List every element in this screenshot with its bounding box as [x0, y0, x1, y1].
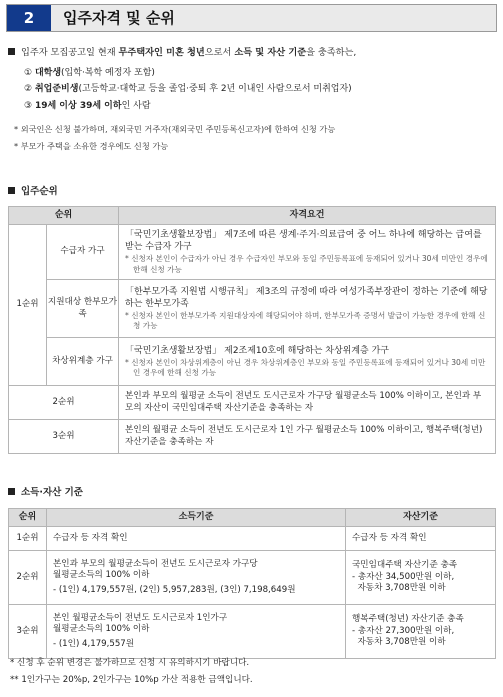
- rank-3-cell: 3순위: [9, 420, 119, 454]
- square-bullet-icon: [8, 48, 15, 55]
- condition-number: ②: [24, 84, 33, 94]
- sub-category: 수급자 가구: [47, 225, 119, 280]
- criteria-main: 「국민기초생활보장법」 제2조제10호에 해당하는 차상위계층 가구: [125, 345, 389, 356]
- income-cell: [47, 605, 346, 659]
- income-cell: [47, 527, 346, 551]
- rank-cell: 1순위: [9, 527, 47, 551]
- section2-heading: [8, 487, 83, 500]
- sub-category: 지원대상 한부모가족: [47, 280, 119, 338]
- income-line: 수급자 등 자격 확인: [53, 532, 128, 543]
- criteria-main: 「국민기초생활보장법」 제7조에 따른 생계·주거·의료급여 중 어느 하나에 해당하는 급여를 받는 수급자 가구: [125, 230, 482, 253]
- condition-rest: (입학·복학 예정자 포함): [61, 68, 155, 78]
- square-bullet-icon: [8, 488, 15, 495]
- income-line: 월평균소득의 100% 이하: [53, 624, 150, 635]
- section1-heading: [8, 186, 58, 199]
- col-header-income: 소득기준: [47, 509, 346, 527]
- section-title: 입주자격 및 순위: [63, 9, 175, 27]
- criteria-note: * 신청자 본인이 차상위계층이 아닌 경우 차상위계층인 부모와 동일 주민등록표에 등재되어 있거나 30세 미만인 경우에 한해 신청 가능: [125, 357, 486, 378]
- criteria-cell: [119, 338, 496, 386]
- condition-bold: 취업준비생: [34, 84, 79, 94]
- income-line: 본인과 부모의 월평균소득이 전년도 도시근로자 가구당: [53, 558, 258, 569]
- condition-number: ①: [24, 68, 33, 78]
- col-header-rank: 순위: [9, 509, 47, 527]
- section1-title: 입주순위: [21, 186, 58, 197]
- condition-rest: 인 사람: [121, 101, 151, 111]
- note-parents-house: * 부모가 주택을 소유한 경우에도 신청 가능: [14, 141, 169, 151]
- rank-1-cell: 1순위: [9, 225, 47, 386]
- intro-post: 을 충족하는,: [306, 47, 357, 58]
- condition-item: [24, 83, 352, 95]
- condition-rest: (고등학교·대학교 등을 졸업·중퇴 후 2년 이내인 사람으로서 미취업자): [78, 84, 352, 94]
- col-header-criteria: 자격요건: [119, 207, 496, 225]
- criteria-main: 「한부모가족 지원법 시행규칙」 제3조의 규정에 따라 여성가족부장관이 정하는 기준에 해당하는 한부모가족: [125, 286, 488, 309]
- col-header-rank: 순위: [9, 207, 119, 225]
- condition-bold: 대학생: [34, 68, 62, 78]
- asset-line: - 총자산 34,500만원 이하,: [352, 571, 455, 582]
- rank-cell: 2순위: [9, 551, 47, 605]
- footnote-no-change: * 신청 후 순위 변경은 불가하므로 신청 시 유의하시기 바랍니다.: [10, 658, 250, 668]
- condition-item: [24, 67, 155, 79]
- footnote-surcharge: ** 1인가구는 20%p, 2인가구는 10%p 가산 적용한 금액입니다.: [10, 675, 253, 685]
- rank-2-cell: 2순위: [9, 386, 119, 420]
- criteria-note: * 신청자 본인이 수급자가 아닌 경우 수급자인 부모와 동일 주민등록표에 등재되어 있거나 30세 미만인 경우에 한해 신청 가능: [125, 254, 488, 274]
- asset-line: 행복주택(청년) 자산기준 충족: [352, 614, 464, 625]
- asset-cell: [346, 527, 496, 551]
- intro-mid: 으로서: [204, 47, 235, 58]
- section-header: [6, 4, 497, 32]
- asset-cell: [346, 551, 496, 605]
- intro-bold-2: 소득 및 자산 기준: [234, 47, 307, 58]
- section-number: 2: [7, 5, 51, 31]
- asset-cell: [346, 605, 496, 659]
- income-line: - (1인) 4,179,557원: [53, 638, 135, 649]
- col-header-asset: 자산기준: [346, 509, 496, 527]
- income-line: 월평균소득의 100% 이하: [53, 570, 150, 581]
- income-line: 본인 월평균소득이 전년도 도시근로자 1인가구: [53, 612, 228, 623]
- income-line: - (1인) 4,179,557원, (2인) 5,957,283원, (3인) 7,198,649원: [53, 584, 296, 595]
- section2-title: 소득·자산 기준: [21, 487, 83, 498]
- rank-cell: 3순위: [9, 605, 47, 659]
- criteria-cell: [119, 225, 496, 280]
- condition-number: ③: [24, 101, 33, 111]
- asset-line: 자동차 3,708만원 이하: [352, 583, 446, 594]
- intro-line: [8, 47, 356, 59]
- rank-3-criteria: 본인의 월평균 소득이 전년도 도시근로자 1인 가구 월평균소득 100% 이하이고, 행복주택(청년) 자산기준을 충족하는 자: [119, 420, 496, 454]
- asset-line: 국민임대주택 자산기준 충족: [352, 560, 458, 571]
- income-asset-table: [8, 508, 496, 659]
- condition-item: [24, 100, 151, 112]
- note-foreigner: * 외국인은 신청 불가하며, 재외국민 거주자(재외국민 주민등록신고자)에 한하여 신청 가능: [14, 124, 336, 134]
- sub-category: 차상위계층 가구: [47, 338, 119, 386]
- condition-bold: 19세 이상 39세 이하: [34, 101, 122, 111]
- asset-line: 자동차 3,708만원 이하: [352, 637, 446, 648]
- asset-line: 수급자 등 자격 확인: [352, 532, 427, 543]
- intro-pre: 입주자 모집공고일 현재: [21, 47, 119, 58]
- criteria-note: * 신청자 본인이 한부모가족 지원대상자에 해당되어야 하며, 한부모가족 증명서 발급이 가능한 경우에 한해 신청 가능: [125, 310, 486, 331]
- rank-2-criteria: 본인과 부모의 월평균 소득이 전년도 도시근로자 가구당 월평균소득 100% 이하이고, 본인과 부모의 자산이 국민임대주택 자산기준을 충족하는 자: [119, 386, 496, 420]
- income-cell: [47, 551, 346, 605]
- criteria-cell: [119, 280, 496, 338]
- square-bullet-icon: [8, 187, 15, 194]
- priority-table: [8, 206, 496, 454]
- asset-line: - 총자산 27,300만원 이하,: [352, 625, 455, 636]
- intro-bold-1: 무주택자인 미혼 청년: [118, 47, 205, 58]
